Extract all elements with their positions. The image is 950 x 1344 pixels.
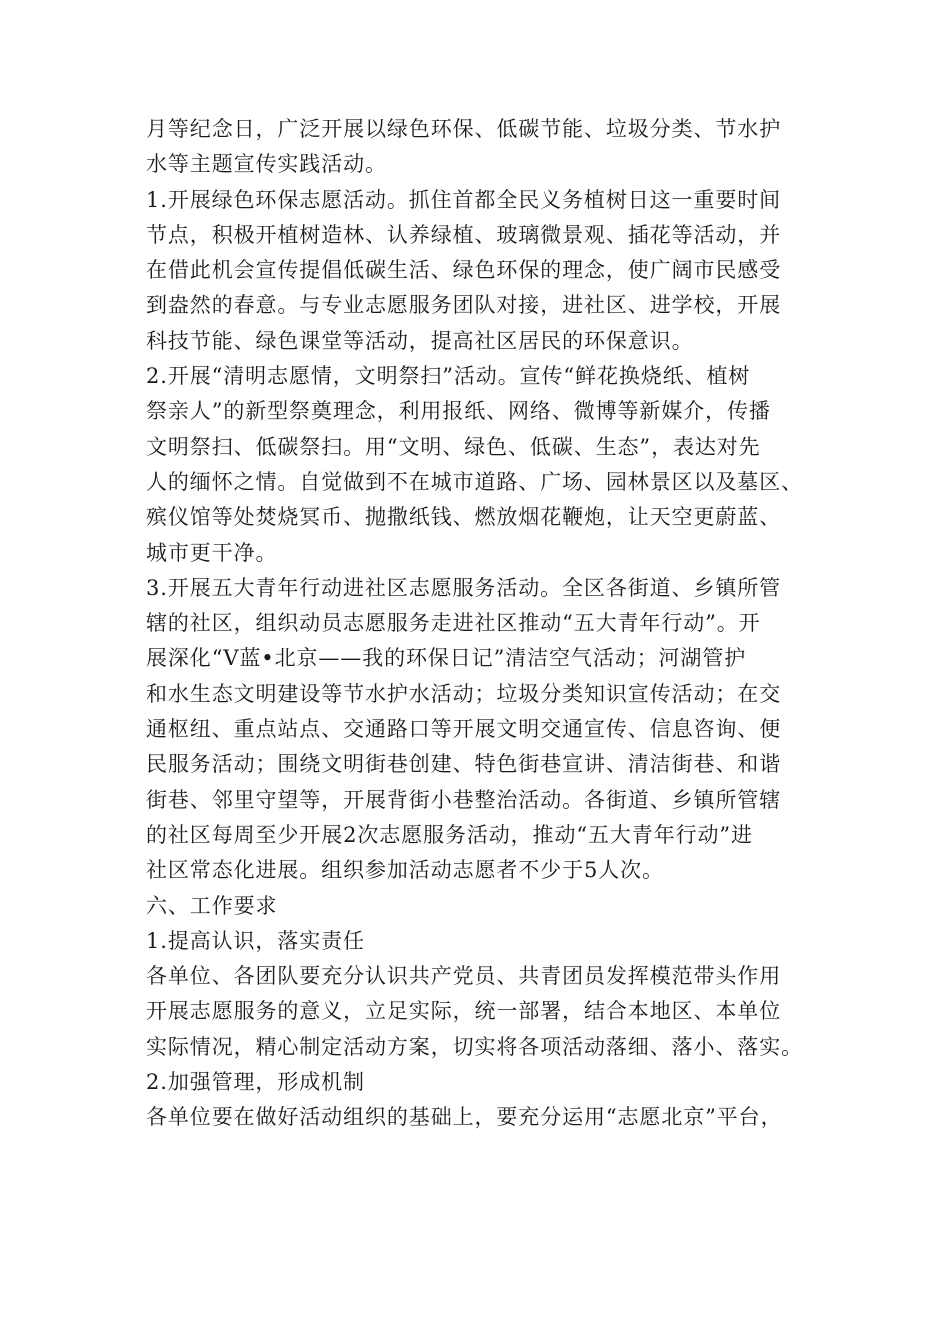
text-line: 城市更干净。 [146, 540, 278, 565]
subsection-heading: 2.加强管理，形成机制 [146, 1070, 365, 1095]
text-line: 街巷、邻里守望等，开展背街小巷整治活动。各街道、乡镇所管辖 [146, 787, 782, 812]
section-heading: 六、工作要求 [146, 893, 278, 918]
text-line: 民服务活动；围绕文明街巷创建、特色街巷宣讲、清洁街巷、和谐 [146, 752, 782, 777]
text-line: 开展志愿服务的意义，立足实际，统一部署，结合本地区、本单位 [146, 999, 782, 1024]
text-line: 辖的社区，组织动员志愿服务走进社区推动“五大青年行动”。开 [146, 611, 761, 636]
text-line: 实际情况，精心制定活动方案，切实将各项活动落细、落小、落实。 [146, 1034, 803, 1059]
text-line: 各单位、各团队要充分认识共产党员、共青团员发挥模范带头作用 [146, 964, 782, 989]
text-line: 文明祭扫、低碳祭扫。用“文明、绿色、低碳、生态”，表达对先 [146, 434, 761, 459]
text-line: 的社区每周至少开展2次志愿服务活动，推动“五大青年行动”进 [146, 822, 753, 847]
text-line: 各单位要在做好活动组织的基础上，要充分运用“志愿北京”平台， [146, 1105, 783, 1130]
text-line: 3.开展五大青年行动进社区志愿服务活动。全区各街道、乡镇所管 [146, 575, 782, 600]
text-line: 通枢纽、重点站点、交通路口等开展文明交通宣传、信息咨询、便 [146, 717, 782, 742]
text-line: 人的缅怀之情。自觉做到不在城市道路、广场、园林景区以及墓区、 [146, 469, 803, 494]
text-line: 社区常态化进展。组织参加活动志愿者不少于5人次。 [146, 858, 664, 883]
text-line: 在借此机会宣传提倡低碳生活、绿色环保的理念，使广阔市民感受 [146, 258, 782, 283]
text-line: 2.开展“清明志愿情，文明祭扫”活动。宣传“鲜花换烧纸、植树 [146, 364, 751, 389]
text-line: 祭亲人”的新型祭奠理念，利用报纸、网络、微博等新媒介，传播 [146, 399, 771, 424]
subsection-heading: 1.提高认识，落实责任 [146, 928, 365, 953]
text-line: 水等主题宣传实践活动。 [146, 152, 387, 177]
document-body [146, 112, 836, 1136]
text-line: 殡仪馆等处焚烧冥币、抛撒纸钱、燃放烟花鞭炮，让天空更蔚蓝、 [146, 505, 782, 530]
text-line: 1.开展绿色环保志愿活动。抓住首都全民义务植树日这一重要时间 [146, 187, 782, 212]
text-line: 科技节能、绿色课堂等活动，提高社区居民的环保意识。 [146, 328, 694, 353]
text-line: 节点，积极开植树造林、认养绿植、玻璃微景观、插花等活动，并 [146, 222, 782, 247]
text-line: 月等纪念日，广泛开展以绿色环保、低碳节能、垃圾分类、节水护 [146, 117, 782, 141]
text-line: 和水生态文明建设等节水护水活动；垃圾分类知识宣传活动；在交 [146, 681, 782, 706]
text-line: 展深化“V蓝•北京——我的环保日记”清洁空气活动；河湖管护 [146, 646, 747, 671]
text-line: 到盎然的春意。与专业志愿服务团队对接，进社区、进学校，开展 [146, 293, 782, 318]
